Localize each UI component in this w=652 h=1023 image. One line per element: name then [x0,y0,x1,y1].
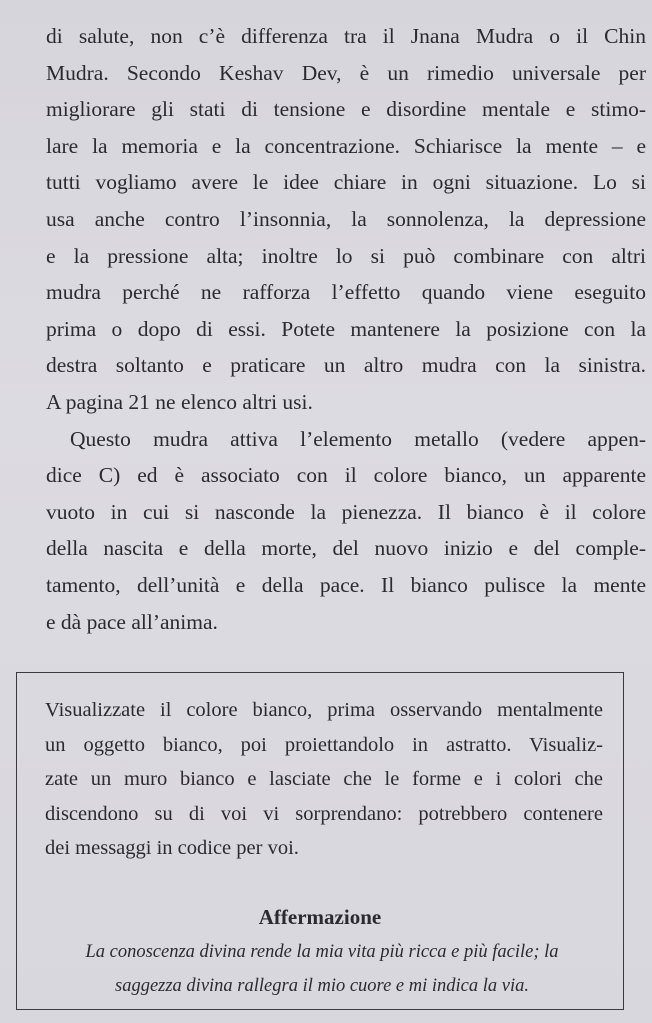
text-line: lare la memoria e la concentrazione. Schiarisce la mente – e [46,133,646,158]
text-line: tamento, dell’unità e della pace. Il bianco pulisce la mente [46,572,646,597]
visualization-box [16,672,624,1010]
affirmation-text [41,935,603,1003]
text-line: della nascita e della morte, del nuovo inizio e del comple- [46,536,646,561]
text-line: Mudra. Secondo Keshav Dev, è un rimedio universale per [46,60,646,85]
text-line: usa anche contro l’insonnia, la sonnolenza, la depressione [46,206,646,231]
main-text [46,18,646,640]
text-line: destra soltanto e praticare un altro mudra con la sinistra. [46,353,646,378]
text-line: tutti vogliamo avere le idee chiare in ogni situazione. Lo si [46,170,646,195]
affirmation-line: La conoscenza divina rende la mia vita più ricca e più facile; la [85,942,559,962]
text-line: e dà pace all’anima. [46,609,218,634]
text-line: Questo mudra attiva l’elemento metallo (vedere appen- [70,426,646,451]
box-line: Visualizzate il colore bianco, prima osservando mentalmente [45,699,603,721]
box-line: un oggetto bianco, poi proiettandolo in astratto. Visualiz- [45,733,603,756]
text-line: mudra perché ne rafforza l’effetto quando viene eseguito [46,280,646,305]
visualization-text [45,693,603,866]
text-line: migliorare gli stati di tensione e disordine mentale e stimo- [46,97,646,122]
box-line: discendono su di voi vi sorprendano: potrebbero contenere [45,802,603,825]
box-line: zate un muro bianco e lasciate che le forme e i colori che [45,768,603,790]
text-line: prima o dopo di essi. Potete mantenere la posizione con la [46,316,646,341]
text-line: A pagina 21 ne elenco altri usi. [46,389,313,414]
text-line: di salute, non c’è differenza tra il Jnana Mudra o il Chin [46,24,646,48]
text-line: e la pressione alta; inoltre lo si può combinare con altri [46,243,646,268]
text-line: vuoto in cui si nasconde la pienezza. Il bianco è il colore [46,499,646,524]
affirmation-line: saggezza divina rallegra il mio cuore e mi indica la via. [115,976,529,996]
affirmation-title: Affermazione [258,905,382,929]
box-line: dei messaggi in codice per voi. [45,837,299,859]
text-line: dice C) ed è associato con il colore bianco, un apparente [46,463,646,488]
